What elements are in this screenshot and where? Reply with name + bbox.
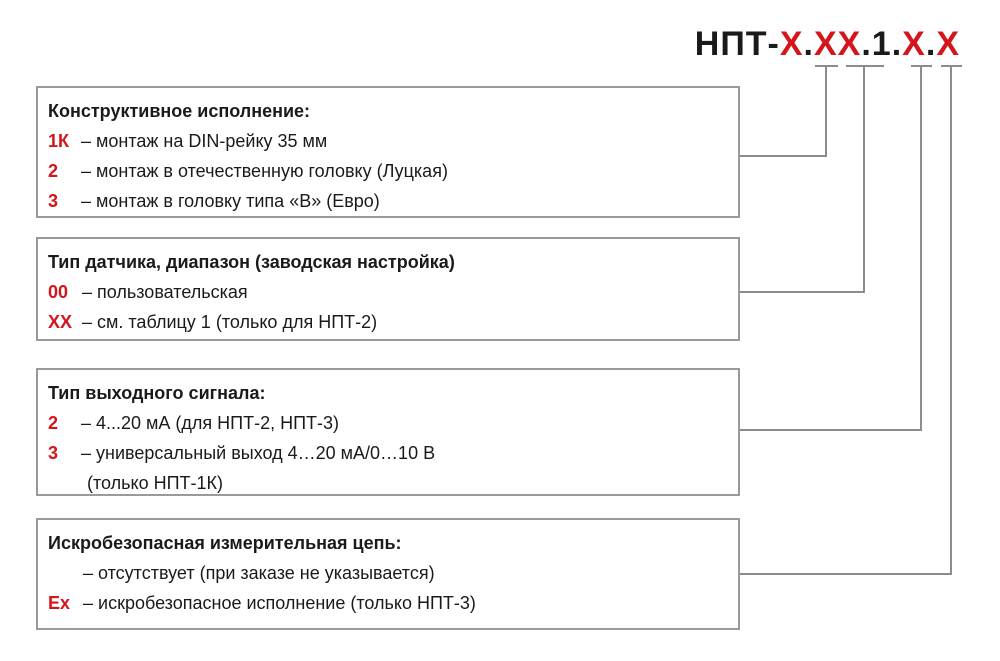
option-code: 2 bbox=[48, 161, 59, 181]
option-code: 2 bbox=[48, 413, 59, 433]
option-code: 3 bbox=[48, 191, 59, 211]
section-sensor-type bbox=[36, 237, 740, 341]
list-item bbox=[48, 277, 728, 307]
list-item bbox=[48, 558, 728, 588]
option-code: 3 bbox=[48, 443, 59, 463]
code-separator: . bbox=[803, 25, 814, 63]
list-item bbox=[48, 126, 728, 156]
list-item bbox=[48, 186, 728, 216]
option-description: – монтаж в головку типа «В» (Евро) bbox=[81, 191, 380, 211]
list-item bbox=[48, 438, 728, 468]
connector-line-3 bbox=[740, 66, 921, 430]
connector-line-4 bbox=[740, 66, 951, 574]
section-title: Искробезопасная измерительная цепь: bbox=[48, 533, 402, 553]
list-item bbox=[48, 307, 728, 337]
connector-line-1 bbox=[740, 66, 826, 156]
option-description: – отсутствует (при заказе не указывается) bbox=[83, 563, 435, 583]
section-intrinsic-safety bbox=[36, 518, 740, 630]
section-title: Тип датчика, диапазон (заводская настройка) bbox=[48, 252, 455, 272]
option-description: – универсальный выход 4…20 мА/0…10 В bbox=[81, 443, 436, 463]
option-description: – 4...20 мА (для НПТ-2, НПТ-3) bbox=[81, 413, 340, 433]
option-description: – пользовательская bbox=[82, 282, 248, 302]
list-item bbox=[48, 408, 728, 438]
section-mounting bbox=[36, 86, 740, 218]
list-item bbox=[48, 588, 728, 618]
code-placeholder-sensor: ХХ bbox=[814, 25, 862, 63]
option-description: – см. таблицу 1 (только для НПТ-2) bbox=[82, 312, 378, 332]
section-output-signal bbox=[36, 368, 740, 496]
section-title: Конструктивное исполнение: bbox=[48, 101, 311, 121]
option-description: (только НПТ-1К) bbox=[87, 473, 224, 493]
option-code: Ex bbox=[48, 593, 71, 613]
connector-line-2 bbox=[740, 66, 864, 292]
option-code: 00 bbox=[48, 282, 69, 302]
option-description: – монтаж в отечественную головку (Луцкая) bbox=[81, 161, 448, 181]
list-item bbox=[48, 156, 728, 186]
code-separator: .1. bbox=[861, 25, 903, 63]
option-description: – монтаж на DIN-рейку 35 мм bbox=[81, 131, 328, 151]
option-description: – искробезопасное исполнение (только НПТ-3) bbox=[83, 593, 476, 613]
code-placeholder-output: Х bbox=[902, 25, 926, 63]
code-placeholder-ex: Х bbox=[936, 25, 960, 63]
code-prefix: НПТ- bbox=[694, 25, 780, 63]
section-title: Тип выходного сигнала: bbox=[48, 383, 266, 403]
option-code: 1К bbox=[48, 131, 69, 151]
code-separator: . bbox=[925, 25, 937, 63]
code-placeholder-mounting: Х bbox=[779, 25, 804, 63]
list-item bbox=[48, 468, 728, 498]
option-code: ХХ bbox=[48, 312, 73, 332]
